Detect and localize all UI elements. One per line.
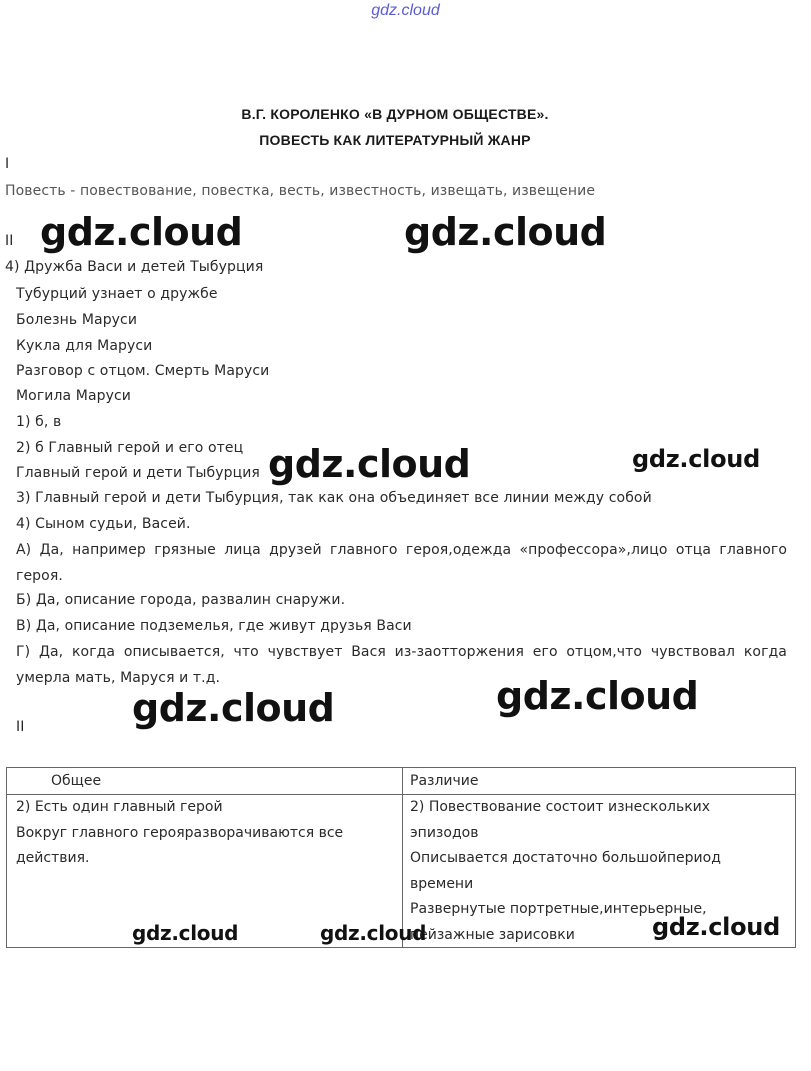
- paragraph-c: В) Да, описание подземелья, где живут друзья Васи: [16, 618, 412, 634]
- page-subtitle: ПОВЕСТЬ КАК ЛИТЕРАТУРНЫЙ ЖАНР: [259, 132, 531, 148]
- paragraph-a: А) Да, например грязные лица друзей главного героя,одежда «профессора»,лицо отца главного героя.: [16, 542, 787, 584]
- table-line: 2) Повествование состоит изнескольких: [410, 799, 711, 815]
- watermark: gdz.cloud: [320, 921, 427, 945]
- table-line: 2) Есть один главный герой: [16, 799, 223, 815]
- answer-line: 1) б, в: [16, 414, 62, 430]
- watermark: gdz.cloud: [652, 913, 780, 941]
- plan-item: Болезнь Маруси: [16, 312, 138, 328]
- table-header-difference: Различие: [410, 773, 479, 789]
- watermark: gdz.cloud: [268, 442, 471, 486]
- plan-item: 4) Дружба Васи и детей Тыбурция: [5, 259, 264, 275]
- plan-item: Могила Маруси: [16, 388, 132, 404]
- watermark: gdz.cloud: [632, 445, 760, 473]
- watermark: gdz.cloud: [404, 210, 607, 254]
- table-line: пейзажные зарисовки: [410, 926, 575, 943]
- answer-line: 3) Главный герой и дети Тыбурция, так как она объединяет все линии между собой: [16, 490, 652, 506]
- answer-line: 4) Сыном судьи, Васей.: [16, 516, 191, 532]
- paragraph-b: Б) Да, описание города, развалин снаружи.: [16, 592, 346, 608]
- table-line: Развернутые портретные,интерьерные,: [410, 901, 707, 917]
- table-line: эпизодов: [410, 824, 479, 841]
- table-line: времени: [410, 875, 474, 892]
- plan-item: Тубурций узнает о дружбе: [16, 286, 218, 302]
- section-1-text: Повесть - повествование, повестка, весть, известность, извещать, извещение: [5, 183, 596, 199]
- plan-item: Разговор с отцом. Смерть Маруси: [16, 363, 270, 379]
- table-line: Вокруг главного герояразворачиваются все: [16, 824, 344, 841]
- paragraph-d: Г) Да, когда описывается, что чувствует Вася из-заотторжения его отцом,что чувствовал когда умерла мать, Маруся и т.д.: [16, 644, 787, 686]
- site-link[interactable]: gdz.cloud: [371, 2, 440, 19]
- section-2-label: II: [5, 233, 14, 249]
- plan-item: Кукла для Маруси: [16, 338, 153, 354]
- answer-line: 2) б Главный герой и его отец: [16, 440, 244, 456]
- table-line: действия.: [16, 850, 90, 866]
- section-1-label: I: [5, 156, 10, 172]
- watermark: gdz.cloud: [132, 921, 239, 945]
- watermark: gdz.cloud: [40, 210, 243, 254]
- table-cell-common: [16, 795, 343, 872]
- table-header-common: Общее: [51, 773, 102, 789]
- answer-line: Главный герой и дети Тыбурция: [16, 465, 260, 481]
- watermark: gdz.cloud: [496, 674, 699, 718]
- page-title: В.Г. КОРОЛЕНКО «В ДУРНОМ ОБЩЕСТВЕ».: [241, 106, 549, 122]
- watermark: gdz.cloud: [132, 686, 335, 730]
- table-line: Описывается достаточно большойпериод: [410, 850, 721, 866]
- section-3-label: II: [16, 719, 25, 735]
